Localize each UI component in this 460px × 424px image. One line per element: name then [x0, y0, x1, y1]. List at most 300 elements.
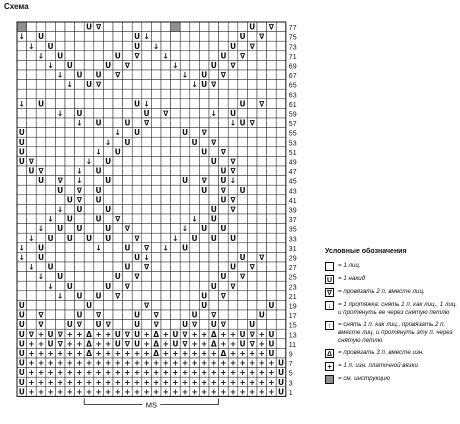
chart-cell [161, 204, 171, 214]
chart-symbol: + [172, 349, 179, 358]
chart-cell [55, 166, 65, 176]
chart-cell [228, 128, 238, 138]
chart-cell [123, 300, 133, 310]
chart-cell [55, 195, 65, 205]
chart-symbol: U [114, 51, 121, 61]
chart-cell [276, 128, 286, 138]
chart-cell [238, 108, 248, 118]
chart-symbol: + [85, 387, 93, 397]
chart-cell [17, 70, 27, 80]
chart-cell [257, 300, 267, 310]
chart-cell [238, 156, 248, 166]
chart-cell [46, 272, 56, 282]
chart-cell [171, 137, 181, 147]
chart-cell [247, 51, 257, 61]
chart-cell [113, 224, 123, 234]
chart-cell [180, 60, 190, 70]
row-label: 73 [288, 44, 297, 52]
chart-symbol: U [95, 214, 102, 224]
chart-cell [36, 156, 46, 166]
chart-cell [75, 99, 85, 109]
chart-symbol: ∇ [134, 272, 140, 282]
chart-symbol: + [28, 368, 35, 378]
chart-cell [75, 128, 85, 138]
chart-cell [84, 252, 94, 262]
chart-symbol: + [201, 368, 208, 378]
chart-cell [65, 89, 75, 99]
chart-symbol: + [191, 349, 198, 358]
chart-cell [75, 80, 85, 90]
chart-cell [55, 60, 65, 70]
chart-cell [103, 252, 113, 262]
chart-symbol: ↓ [143, 99, 150, 109]
chart-cell [103, 300, 113, 310]
chart-cell [199, 156, 209, 166]
chart-symbol: ∇ [211, 137, 217, 147]
chart-cell [161, 300, 171, 310]
chart-cell [161, 70, 171, 80]
chart-cell [142, 233, 152, 243]
chart-cell [103, 195, 113, 205]
chart-cell [238, 89, 248, 99]
chart-symbol: + [172, 368, 179, 378]
chart-cell [142, 224, 152, 234]
chart-cell [123, 156, 133, 166]
chart-cell [171, 32, 181, 42]
chart-cell [103, 185, 113, 195]
chart-symbol: U [47, 262, 54, 272]
chart-cell [180, 214, 190, 224]
chart-cell [27, 185, 37, 195]
chart-cell [142, 60, 152, 70]
chart-cell [267, 51, 277, 61]
chart-cell [209, 51, 219, 61]
chart-cell [257, 118, 267, 128]
chart-cell [267, 185, 277, 195]
chart-cell [65, 147, 75, 157]
chart-cell [190, 99, 200, 109]
chart-symbol: U [76, 205, 83, 214]
chart-cell [267, 195, 277, 205]
chart-symbol: + [28, 377, 35, 387]
chart-cell [171, 176, 181, 186]
chart-symbol: + [229, 358, 237, 368]
chart-symbol: + [220, 358, 227, 368]
chart-symbol: ∇ [153, 310, 159, 320]
chart-cell [267, 243, 277, 253]
chart-cell [238, 291, 248, 301]
chart-cell [94, 281, 104, 291]
chart-cell [132, 80, 142, 90]
chart-symbol: U [172, 329, 179, 339]
chart-cell [199, 32, 209, 42]
chart-cell [257, 204, 267, 214]
chart-cell [94, 204, 104, 214]
chart-cell [113, 252, 123, 262]
chart-symbol: + [28, 339, 35, 349]
chart-cell [209, 32, 219, 42]
chart-symbol: U [105, 281, 112, 291]
chart-cell [199, 51, 209, 61]
chart-cell [180, 147, 190, 157]
chart-symbol: + [124, 368, 131, 378]
legend-symbol: Δ [326, 351, 333, 358]
chart-symbol: U [210, 320, 217, 330]
chart-cell [161, 185, 171, 195]
chart-cell [180, 252, 190, 262]
chart-cell [267, 252, 277, 262]
chart-symbol: ∇ [230, 281, 236, 291]
chart-cell [161, 99, 171, 109]
chart-cell [132, 89, 142, 99]
chart-symbol: Δ [210, 329, 217, 339]
chart-cell [65, 22, 75, 32]
chart-symbol: + [37, 339, 45, 349]
chart-cell [65, 108, 75, 118]
chart-cell [276, 137, 286, 147]
chart-cell [171, 320, 181, 330]
chart-symbol: U [201, 301, 208, 310]
chart-cell [257, 128, 267, 138]
chart-symbol: U [277, 358, 285, 368]
chart-symbol: ∇ [230, 166, 236, 176]
chart-cell [17, 108, 27, 118]
chart-symbol: + [201, 349, 208, 358]
chart-cell [142, 176, 152, 186]
chart-symbol: ↓ [181, 224, 189, 234]
chart-cell [151, 233, 161, 243]
chart-cell [190, 147, 200, 157]
chart-cell [36, 128, 46, 138]
chart-cell [17, 195, 27, 205]
chart-symbol: U [57, 185, 64, 195]
chart-cell [276, 147, 286, 157]
chart-cell [17, 60, 27, 70]
chart-cell [209, 22, 219, 32]
chart-symbol: U [201, 185, 208, 195]
chart-cell [238, 176, 248, 186]
chart-symbol: + [105, 387, 112, 397]
chart-cell [180, 108, 190, 118]
chart-cell [103, 262, 113, 272]
legend-item [325, 362, 459, 371]
chart-symbol: ∇ [76, 195, 83, 205]
chart-cell [36, 185, 46, 195]
chart-symbol: + [76, 368, 83, 378]
chart-cell [190, 262, 200, 272]
chart-cell [84, 320, 94, 330]
chart-cell [276, 310, 286, 320]
chart-symbol: + [210, 349, 217, 358]
chart-cell [17, 214, 27, 224]
chart-cell [27, 32, 37, 42]
chart-cell [113, 281, 123, 291]
chart-symbol: + [239, 377, 246, 387]
chart-symbol: Δ [153, 349, 160, 358]
chart-cell [257, 22, 267, 32]
chart-cell [151, 80, 161, 90]
legend-text: = провязать 2 п. вместе лиц. [338, 288, 425, 295]
chart-cell [238, 300, 248, 310]
row-label: 47 [288, 169, 297, 177]
chart-cell [142, 137, 152, 147]
chart-cell [161, 214, 171, 224]
row-label: 17 [288, 313, 297, 321]
row-label: 41 [288, 197, 297, 205]
chart-symbol: U [95, 320, 102, 330]
chart-cell [65, 128, 75, 138]
chart-cell [161, 89, 171, 99]
chart-cell [199, 99, 209, 109]
chart-cell [276, 176, 286, 186]
chart-symbol: ↓ [95, 147, 102, 157]
chart-cell [132, 147, 142, 157]
chart-cell [190, 166, 200, 176]
chart-symbol: ∇ [115, 291, 121, 301]
chart-cell [123, 195, 133, 205]
chart-cell [27, 108, 37, 118]
chart-symbol: ↓ [153, 41, 160, 51]
chart-symbol: + [143, 339, 150, 349]
chart-symbol: U [57, 272, 64, 282]
chart-symbol: + [201, 339, 208, 349]
chart-cell [190, 281, 200, 291]
chart-symbol: U [220, 224, 227, 234]
chart-symbol: U [220, 272, 227, 282]
chart-symbol: + [95, 358, 102, 368]
chart-cell [180, 195, 190, 205]
chart-symbol: U [76, 109, 83, 118]
chart-symbol: ↓ [172, 61, 179, 70]
chart-cell [46, 22, 56, 32]
chart-cell [219, 310, 229, 320]
chart-cell [151, 108, 161, 118]
chart-cell [132, 281, 142, 291]
chart-cell [199, 137, 209, 147]
chart-cell [17, 272, 27, 282]
chart-symbol: U [201, 147, 208, 157]
chart-symbol: ↓ [37, 51, 45, 61]
chart-cell [257, 224, 267, 234]
chart-symbol: ∇ [153, 320, 159, 330]
chart-symbol: + [162, 339, 169, 349]
chart-cell [180, 185, 190, 195]
chart-cell [276, 51, 286, 61]
chart-symbol: U [268, 349, 275, 358]
chart-cell [276, 60, 286, 70]
chart-cell [27, 310, 37, 320]
chart-symbol: ∇ [249, 339, 255, 349]
chart-cell [267, 108, 277, 118]
chart-symbol: U [18, 368, 25, 378]
chart-symbol: U [239, 253, 246, 262]
chart-cell [94, 156, 104, 166]
chart-cell [276, 195, 286, 205]
chart-cell [219, 281, 229, 291]
chart-symbol: ↓ [76, 118, 83, 128]
chart-symbol: + [172, 377, 179, 387]
chart-symbol: U [124, 118, 131, 128]
chart-symbol: + [114, 377, 121, 387]
chart-cell [132, 22, 142, 32]
chart-cell [55, 300, 65, 310]
chart-cell [161, 137, 171, 147]
chart-cell [209, 147, 219, 157]
chart-cell [228, 300, 238, 310]
chart-symbol: ↓ [57, 291, 64, 301]
chart-cell [219, 41, 229, 51]
chart-cell [132, 204, 142, 214]
chart-cell [219, 204, 229, 214]
chart-cell [132, 214, 142, 224]
chart-symbol: U [229, 233, 237, 243]
chart-symbol: ∇ [57, 176, 63, 186]
chart-symbol: + [28, 349, 35, 358]
chart-cell [199, 272, 209, 282]
chart-cell [209, 185, 219, 195]
chart-cell [238, 214, 248, 224]
chart-cell [209, 166, 219, 176]
chart-cell [55, 214, 65, 224]
chart-symbol: + [57, 368, 64, 378]
chart-cell [151, 89, 161, 99]
chart-symbol: U [18, 358, 25, 368]
chart-symbol: U [66, 233, 73, 243]
chart-cell [199, 233, 209, 243]
chart-cell [247, 204, 257, 214]
chart-symbol: U [95, 185, 102, 195]
chart-symbol: + [249, 377, 256, 387]
chart-cell [55, 89, 65, 99]
chart-symbol: + [162, 358, 169, 368]
chart-cell [276, 156, 286, 166]
chart-cell [123, 166, 133, 176]
chart-cell [199, 118, 209, 128]
chart-cell [219, 80, 229, 90]
chart-cell [190, 252, 200, 262]
chart-symbol: ∇ [115, 70, 121, 80]
chart-symbol: + [229, 349, 237, 358]
chart-cell [27, 291, 37, 301]
chart-cell [219, 252, 229, 262]
chart-cell [75, 281, 85, 291]
chart-symbol: + [105, 368, 112, 378]
chart-cell [27, 214, 37, 224]
chart-symbol: + [66, 358, 73, 368]
chart-cell [238, 22, 248, 32]
chart-cell [113, 22, 123, 32]
chart-symbol: + [76, 329, 83, 339]
chart-cell [65, 300, 75, 310]
chart-cell [190, 22, 200, 32]
chart-symbol: + [57, 349, 64, 358]
chart-symbol: + [57, 377, 64, 387]
chart-symbol: U [124, 243, 131, 253]
chart-symbol: ∇ [76, 320, 83, 330]
chart-symbol: U [191, 310, 198, 320]
chart-cell [103, 89, 113, 99]
chart-symbol: + [258, 349, 265, 358]
chart-cell [199, 195, 209, 205]
chart-cell [190, 300, 200, 310]
chart-cell [75, 51, 85, 61]
chart-symbol: + [153, 377, 160, 387]
chart-symbol: + [210, 387, 217, 397]
chart-cell [219, 156, 229, 166]
chart-cell [27, 128, 37, 138]
chart-symbol: ∇ [134, 233, 140, 243]
chart-symbol: U [268, 339, 275, 349]
chart-symbol: U [18, 387, 25, 397]
chart-cell [65, 99, 75, 109]
row-label: 29 [288, 255, 297, 263]
chart-cell [171, 224, 181, 234]
chart-cell [247, 185, 257, 195]
chart-symbol: + [220, 329, 227, 339]
chart-cell [190, 60, 200, 70]
chart-cell [65, 204, 75, 214]
chart-symbol: + [143, 329, 150, 339]
chart-symbol: + [162, 329, 169, 339]
chart-cell [276, 214, 286, 224]
row-label: 21 [288, 293, 297, 301]
chart-symbol: ∇ [95, 22, 102, 32]
chart-cell [151, 60, 161, 70]
chart-symbol: ∇ [239, 51, 246, 61]
chart-cell [209, 252, 219, 262]
chart-cell [180, 233, 190, 243]
row-label: 55 [288, 130, 297, 138]
chart-cell [180, 156, 190, 166]
chart-cell [247, 233, 257, 243]
chart-cell [276, 348, 286, 358]
chart-cell [209, 243, 219, 253]
chart-symbol: + [249, 368, 256, 378]
chart-symbol: + [85, 358, 93, 368]
chart-cell [161, 147, 171, 157]
chart-cell [36, 137, 46, 147]
chart-symbol: + [124, 377, 131, 387]
chart-symbol: + [210, 368, 217, 378]
chart-cell [123, 204, 133, 214]
legend-symbol: U [326, 277, 333, 284]
chart-cell [75, 243, 85, 253]
chart-symbol: + [66, 349, 73, 358]
chart-cell [151, 176, 161, 186]
chart-cell [267, 128, 277, 138]
chart-cell [161, 291, 171, 301]
chart-cell [171, 243, 181, 253]
legend-text: = 1 протяжка: снять 1 п. как лиц., 1 лиц. и протянуть ее через снятую петлю [338, 301, 458, 316]
chart-symbol: + [268, 368, 275, 378]
chart-cell [209, 99, 219, 109]
chart-cell [247, 291, 257, 301]
chart-cell [36, 195, 46, 205]
chart-cell [17, 89, 27, 99]
chart-cell [113, 108, 123, 118]
chart-symbol: ∇ [220, 320, 227, 330]
chart-symbol: + [114, 368, 121, 378]
chart-cell [171, 89, 181, 99]
chart-symbol: ∇ [163, 109, 169, 118]
chart-cell [65, 32, 75, 42]
chart-cell [113, 41, 123, 51]
chart-cell [94, 99, 104, 109]
chart-cell [267, 166, 277, 176]
chart-cell [84, 224, 94, 234]
chart-cell [103, 118, 113, 128]
chart-symbol: U [191, 233, 198, 243]
